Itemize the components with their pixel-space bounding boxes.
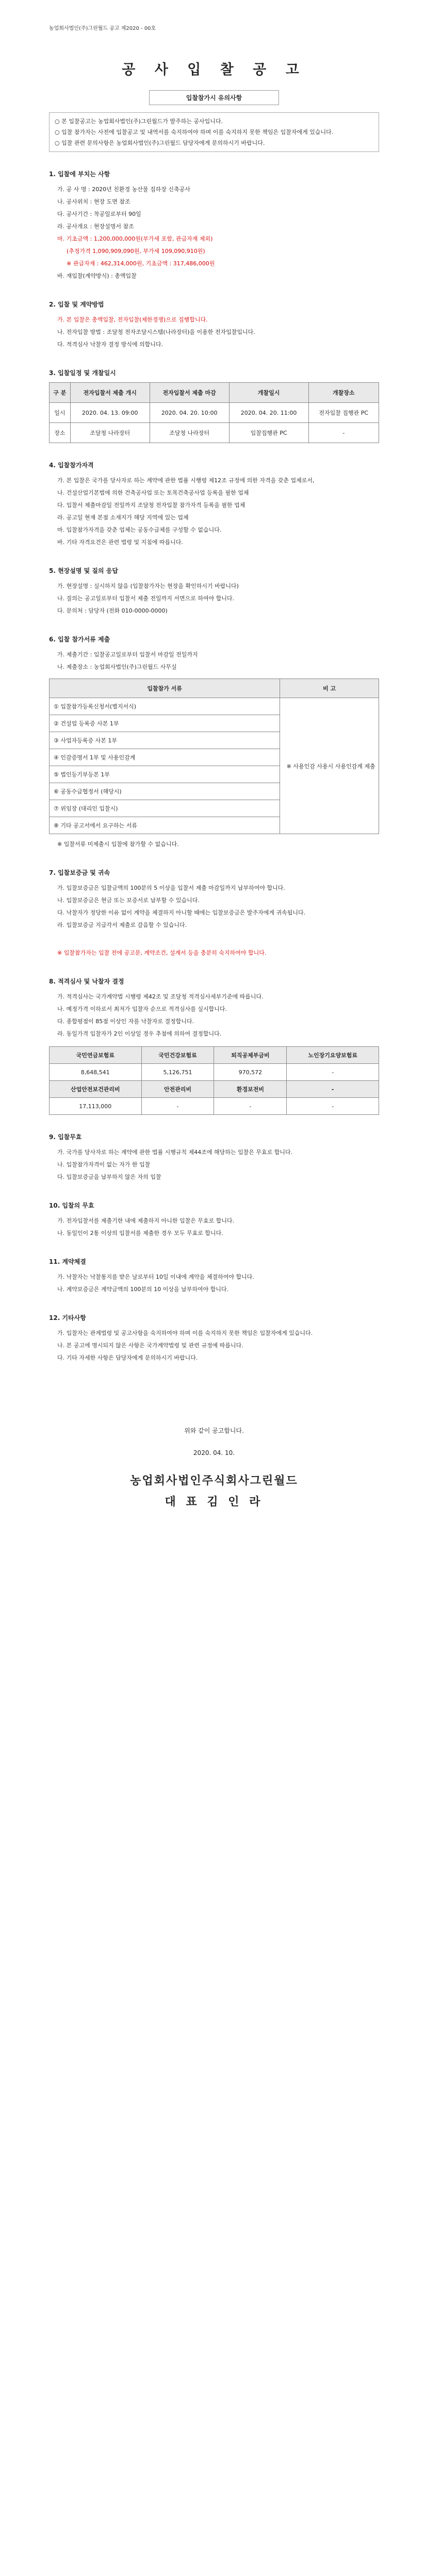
table-header-cell: 국민연금보험료: [50, 1047, 142, 1064]
section-line: 다. 낙찰자가 정당한 이유 없이 계약을 체결하지 아니할 때에는 입찰보증금은 발주자에게 귀속됩니다.: [57, 909, 306, 916]
document-item: ⑧ 기타 공고서에서 요구하는 서류: [50, 817, 280, 834]
section-line: 나. 질의는 공고일로부터 입찰서 제출 전일까지 서면으로 하여야 합니다.: [57, 595, 235, 602]
section-line: 나. 예정가격 이하로서 최저가 입찰자 순으로 적격심사를 실시합니다.: [57, 1006, 227, 1012]
section-5: [49, 566, 379, 617]
section-line: 다. 문의처 : 담당자 (전화 010-0000-0000): [57, 607, 168, 614]
section-7: [49, 868, 379, 931]
section-8: [49, 977, 379, 1115]
section-3: [49, 368, 379, 443]
section-line: ※ 입찰서류 미제출시 입찰에 참가할 수 없습니다.: [57, 841, 179, 848]
table-cell: 조달청 나라장터: [70, 423, 150, 443]
closing-statement: 위와 같이 공고합니다.: [184, 1427, 244, 1434]
table-header-cell: -: [287, 1081, 379, 1098]
section-line: 라. 공사개요 : 현장설명서 참조: [57, 223, 134, 230]
table-header-cell: 퇴직공제부금비: [214, 1047, 287, 1064]
section-line: (추정가격 1,090,909,090원, 부가세 109,090,910원): [67, 248, 205, 255]
section-line: 나. 건설산업기본법에 의한 건축공사업 또는 토목건축공사업 등록을 필한 업체: [57, 489, 249, 496]
section-title: 5. 현장설명 및 질의 응답: [49, 567, 118, 574]
section-line: 가. 낙찰자는 낙찰통지를 받은 날로부터 10일 이내에 계약을 체결하여야 합니다.: [57, 1274, 254, 1280]
table-cell: 입찰집행관 PC: [229, 423, 308, 443]
table-cell: 970,572: [214, 1064, 287, 1081]
section-line: 나. 공사위치 : 현장 도면 참조: [57, 198, 130, 205]
document-item: ⑥ 공동수급협정서 (해당시): [50, 783, 280, 800]
section-11: [49, 1257, 379, 1296]
table-row: [50, 1098, 379, 1115]
intro-line: ○ 입찰 참가자는 사전에 입찰공고 및 내역서를 숙지하여야 하며 이를 숙지하지 못한 책임은 입찰자에게 있습니다.: [55, 129, 334, 135]
table-row: [50, 1081, 379, 1098]
section-4: [49, 461, 379, 549]
section-title: 9. 입찰무효: [49, 1133, 82, 1141]
section-line: 마. 기초금액 : 1,200,000,000원(부가세 포함, 관급자재 제외): [57, 235, 213, 242]
section-line: 나. 계약보증금은 계약금액의 100분의 10 이상을 납부하여야 합니다.: [57, 1286, 229, 1293]
document-item: ④ 인감증명서 1부 및 사용인감계: [50, 749, 280, 766]
section-line: ※ 관급자재 : 462,314,000원, 기초금액 : 317,486,000원: [67, 260, 215, 267]
document-item: ① 입찰참가등록신청서(별지서식): [50, 698, 280, 715]
section-line: 가. 전자입찰서를 제출기한 내에 제출하지 아니한 입찰은 무효로 합니다.: [57, 1217, 235, 1224]
document-item: ③ 사업자등록증 사본 1부: [50, 732, 280, 749]
document-page: [49, 0, 379, 2576]
table-header-row: [50, 383, 379, 403]
table-cell: -: [214, 1098, 287, 1115]
document-title: 공 사 입 찰 공 고: [122, 62, 306, 78]
table-cell: 장소: [50, 423, 71, 443]
table-row: [50, 423, 379, 443]
table-row: [50, 698, 379, 715]
table-cell: -: [287, 1098, 379, 1115]
table-header-cell: 개찰일시: [229, 383, 308, 403]
section-line: 가. 적격심사는 국가계약법 시행령 제42조 및 조달청 적격심사세부기준에 따릅니다.: [57, 993, 264, 1000]
table-cell: 2020. 04. 20. 11:00: [229, 403, 308, 423]
section-line: 나. 전자입찰 방법 : 조달청 전자조달시스템(나라장터)을 이용한 전자입찰입니다.: [57, 329, 255, 335]
section-line: 다. 종합평점이 85점 이상인 자를 낙찰자로 결정합니다.: [57, 1018, 194, 1025]
section-6: [49, 635, 379, 851]
table-cell: -: [141, 1098, 214, 1115]
documents-table: [49, 679, 379, 834]
schedule-table: [49, 382, 379, 443]
spacer: [49, 931, 379, 947]
section-line: 마. 입찰참가자격을 갖춘 업체는 공동수급체를 구성할 수 없습니다.: [57, 527, 222, 533]
section-line: 가. 입찰자는 관계법령 및 공고사항을 숙지하여야 하며 이를 숙지하지 못한 책임은 입찰자에게 있습니다.: [57, 1330, 313, 1336]
intro-line: ○ 입찰 관련 문의사항은 농업회사법인(주)그린월드 담당자에게 문의하시기 바랍니다.: [55, 140, 265, 146]
table-header-cell: 개찰장소: [308, 383, 379, 403]
table-cell: -: [308, 423, 379, 443]
section-line: 다. 공사기간 : 착공일로부터 90일: [57, 211, 141, 217]
section-line: 바. 기타 자격요건은 관련 법령 및 지침에 따릅니다.: [57, 539, 183, 546]
table-header-cell: 전자입찰서 제출 마감: [150, 383, 229, 403]
intro-line: ○ 본 입찰공고는 농업회사법인(주)그린월드가 발주하는 공사입니다.: [55, 118, 223, 125]
section-line: 가. 본 입찰은 총액입찰, 전자입찰(제한경쟁)으로 집행합니다.: [57, 316, 208, 323]
section-title: 12. 기타사항: [49, 1314, 86, 1321]
section-line: 라. 입찰보증금 지급각서 제출로 갈음할 수 있습니다.: [57, 922, 187, 928]
section-line: 나. 제출장소 : 농업회사법인(주)그린월드 사무실: [57, 664, 177, 670]
section-line: 라. 동일가격 입찰자가 2인 이상일 경우 추첨에 의하여 결정합니다.: [57, 1030, 222, 1037]
intro-box: [49, 112, 379, 152]
section-2: [49, 300, 379, 351]
section-title: 2. 입찰 및 계약방법: [49, 301, 104, 308]
important-note: ※ 입찰참가자는 입찰 전에 공고문, 계약조건, 설계서 등을 충분히 숙지하여야 합니다.: [57, 950, 267, 956]
table-header-cell: 환경보전비: [214, 1081, 287, 1098]
table-header-row: [50, 679, 379, 698]
section-title: 1. 입찰에 부치는 사항: [49, 171, 110, 178]
section-title: 4. 입찰참가자격: [49, 462, 94, 469]
table-cell: 2020. 04. 20. 10:00: [150, 403, 229, 423]
section-line: 바. 재입찰(계약방식) : 총액입찰: [57, 273, 137, 279]
organization-name: 농업회사법인주식회사그린월드: [130, 1475, 298, 1487]
section-line: 가. 제출기간 : 입찰공고일로부터 입찰서 마감일 전일까지: [57, 651, 198, 658]
section-line: 가. 입찰보증금은 입찰금액의 100분의 5 이상을 입찰서 제출 마감일까지 납부하여야 합니다.: [57, 885, 285, 891]
table-cell: 전자입찰 집행관 PC: [308, 403, 379, 423]
table-cell: -: [287, 1064, 379, 1081]
table-row: [50, 1064, 379, 1081]
document-item: ⑦ 위임장 (대리인 입찰시): [50, 800, 280, 817]
section-line: 가. 공 사 명 : 2020년 친환경 농산물 집하장 신축공사: [57, 186, 190, 193]
table-cell: 2020. 04. 13. 09:00: [70, 403, 150, 423]
announcement-number: 농업회사법인(주)그린월드 공고 제2020 - 00호: [49, 26, 156, 31]
table-header-cell: 산업안전보건관리비: [50, 1081, 142, 1098]
section-1: [49, 170, 379, 282]
representative-name: 대 표 김 인 라: [165, 1496, 264, 1509]
section-line: 가. 본 입찰은 국가를 당사자로 하는 계약에 관한 법률 시행령 제12조 규정에 의한 자격을 갖춘 업체로서,: [57, 477, 315, 484]
section-9: [49, 1132, 379, 1183]
table-header-cell: 입찰참가 서류: [50, 679, 280, 698]
section-title: 11. 계약체결: [49, 1258, 86, 1265]
table-cell: 일시: [50, 403, 71, 423]
document-item: ② 건설업 등록증 사본 1부: [50, 715, 280, 732]
section-title: 3. 입찰일정 및 개찰일시: [49, 369, 116, 377]
table-row: [50, 403, 379, 423]
section-title: 8. 적격심사 및 낙찰자 결정: [49, 978, 124, 985]
table-cell: 조달청 나라장터: [150, 423, 229, 443]
table-cell: 5,126,751: [141, 1064, 214, 1081]
document-item: ⑤ 법인등기부등본 1부: [50, 766, 280, 783]
table-header-cell: 비 고: [280, 679, 379, 698]
section-line: 가. 국가를 당사자로 하는 계약에 관한 법률 시행규칙 제44조에 해당하는 입찰은 무효로 합니다.: [57, 1149, 293, 1156]
document-note: ※ 사용인감 사용시 사용인감계 제출: [280, 698, 379, 834]
insurance-table: [49, 1046, 379, 1115]
announcement-date: 2020. 04. 10.: [193, 1449, 235, 1456]
section-line: 나. 입찰보증금은 현금 또는 보증서로 납부할 수 있습니다.: [57, 897, 200, 904]
section-10: [49, 1201, 379, 1240]
table-header-cell: 안전관리비: [141, 1081, 214, 1098]
table-header-row: [50, 1047, 379, 1064]
section-line: 다. 기타 자세한 사항은 담당자에게 문의하시기 바랍니다.: [57, 1354, 198, 1361]
section-title: 6. 입찰 참가서류 제출: [49, 636, 110, 643]
section-line: 나. 입찰참가자격이 없는 자가 한 입찰: [57, 1161, 151, 1168]
section-title: 10. 입찰의 무효: [49, 1202, 94, 1209]
section-line: 다. 입찰보증금을 납부하지 않은 자의 입찰: [57, 1174, 161, 1180]
table-header-cell: 노인장기요양보험료: [287, 1047, 379, 1064]
section-line: 다. 적격심사 낙찰자 결정 방식에 의합니다.: [57, 341, 163, 348]
section-line: 나. 본 공고에 명시되지 않은 사항은 국가계약법령 및 관련 규정에 따릅니다.: [57, 1342, 243, 1349]
section-line: 라. 공고일 현재 본점 소재지가 해당 지역에 있는 업체: [57, 514, 189, 521]
table-cell: 17,113,000: [50, 1098, 142, 1115]
notice-box: 입찰참가시 유의사항: [149, 90, 279, 105]
table-header-cell: 전자입찰서 제출 개시: [70, 383, 150, 403]
section-line: 가. 현장설명 : 실시하지 않음 (입찰참가자는 현장을 확인하시기 바랍니다): [57, 583, 239, 589]
table-cell: 8,648,541: [50, 1064, 142, 1081]
section-12: [49, 1313, 379, 1364]
table-header-cell: 국민건강보험료: [141, 1047, 214, 1064]
section-line: 다. 입찰서 제출마감일 전일까지 조달청 전자입찰 참가자격 등록을 필한 업체: [57, 502, 245, 509]
section-title: 7. 입찰보증금 및 귀속: [49, 869, 110, 876]
table-header-cell: 구 분: [50, 383, 71, 403]
section-line: 나. 동일인이 2통 이상의 입찰서를 제출한 경우 모두 무효로 합니다.: [57, 1230, 223, 1236]
